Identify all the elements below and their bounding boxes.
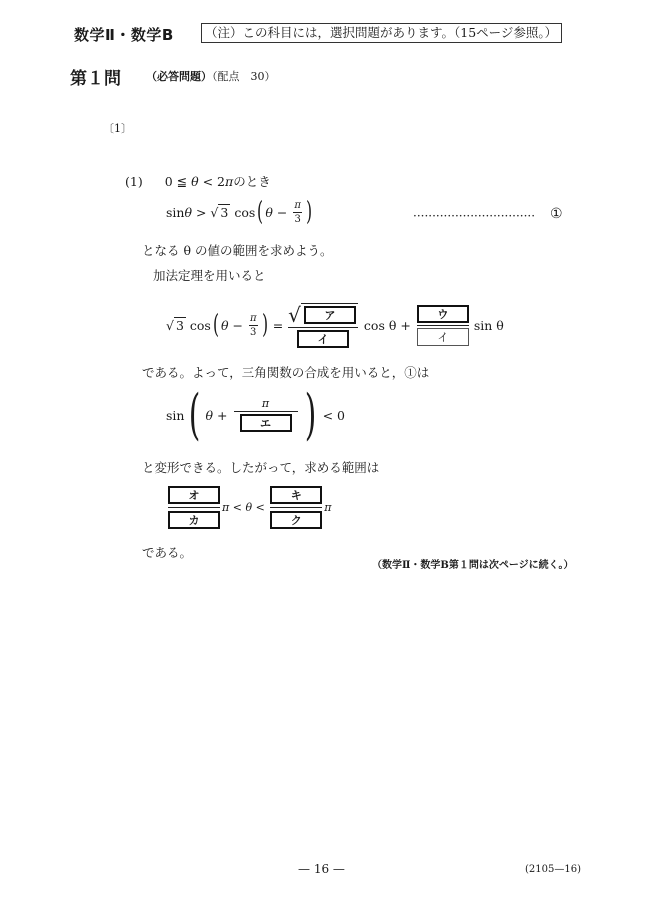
inequality-1: sin θ > √ 3 cos ( θ − $\frac{\pi}{3}$ ) (166, 197, 313, 227)
question-title: 第１問 (70, 69, 121, 89)
answer-range: $\frac{\text{オ}}{\text{カ}}$ π < θ < $\frac{\text{キ}}{\text{ク}}$ π (166, 481, 332, 533)
page-number: — 16 — (298, 862, 345, 876)
leader-dots: ································ (413, 209, 536, 223)
exam-code: (2105—16) (525, 864, 581, 875)
continued-note: （数学Ⅱ・数学B第１問は次ページに続く。） (372, 560, 574, 571)
sqrt-a-over-i: √ ア イ (288, 303, 358, 348)
transformed-inequality: sin ( θ + $\frac{\pi}{\text{エ}}$ ) < 0 (166, 383, 345, 446)
problem-ask: となる θ の値の範囲を求めよう。 (142, 243, 333, 258)
closing-text: である。 (142, 545, 193, 560)
ki-over-ku (270, 486, 322, 529)
therefore-text: と変形できる。したがって，求める範囲は (142, 460, 380, 475)
answer-box-i[interactable]: イ (297, 330, 349, 348)
sqrt-symbol: √ (210, 204, 219, 220)
answer-box-i-repeat[interactable]: イ (417, 328, 469, 346)
answer-box-ka[interactable]: カ (168, 511, 220, 529)
pi-over-e: $\frac{\pi}{\text{エ}}$ (234, 398, 298, 432)
required-label: （必答問題） (146, 70, 212, 83)
item-label: (1) (125, 174, 143, 189)
u-over-i (417, 305, 469, 346)
answer-box-o[interactable]: オ (168, 486, 220, 504)
equation-marker-1: ① (550, 206, 563, 222)
identity-equation: √ 3 cos ( θ − $\frac{\pi}{3}$ ) = √ ア イ cos θ + $\frac{\text{ウ}}{\text{イ}}$ sin θ (166, 302, 504, 346)
points-label: （配点 30） (212, 70, 276, 83)
addition-theorem-text: 加法定理を用いると (153, 268, 266, 283)
pi-over-3: $\frac{\pi}{3}$ (294, 199, 301, 225)
answer-box-u[interactable]: ウ (417, 305, 469, 323)
part-label: 〔1〕 (103, 122, 132, 135)
answer-box-a[interactable]: ア (304, 306, 356, 324)
item-condition: (1) 0 ≦ θ < 2πのとき (125, 174, 271, 189)
synthesis-text: である。よって，三角関数の合成を用いると，①は (142, 365, 430, 380)
selection-note: （注）この科目には，選択問題があります。（15ページ参照。） (201, 23, 562, 43)
answer-box-ku[interactable]: ク (270, 511, 322, 529)
subject-title: 数学Ⅱ・数学B (74, 26, 174, 44)
question-meta (146, 68, 276, 84)
answer-box-ki[interactable]: キ (270, 486, 322, 504)
answer-box-e[interactable]: エ (240, 414, 292, 432)
o-over-ka (168, 486, 220, 529)
